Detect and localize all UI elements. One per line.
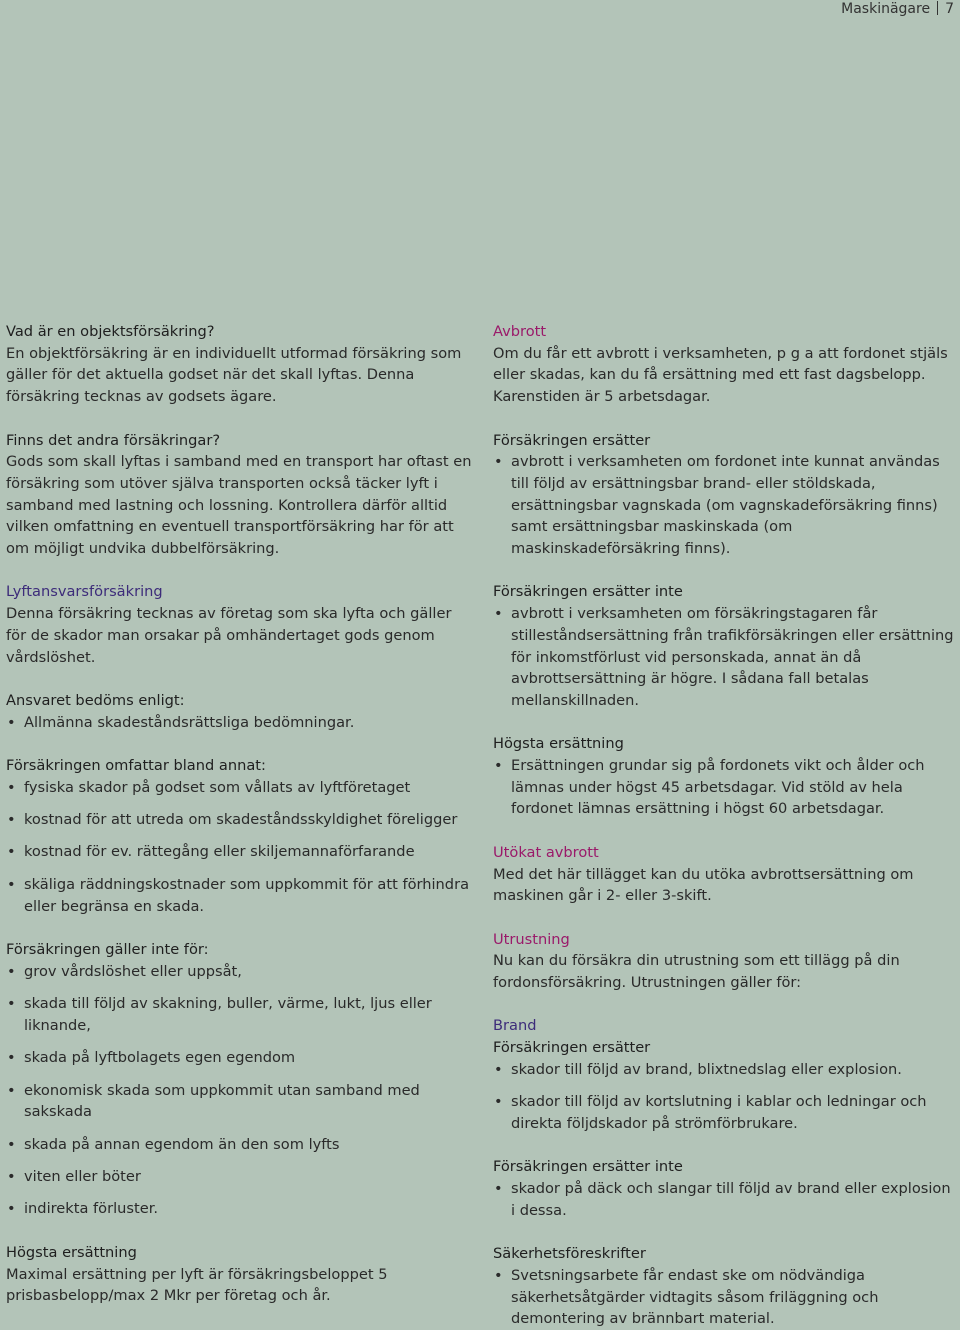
list-item: • kostnad för ev. rättegång eller skiljemannaförfarande — [6, 841, 476, 863]
list-item: • kostnad för att utreda om skadeståndsskyldighet föreligger — [6, 809, 476, 831]
utrustning-heading: Utrustning — [493, 930, 570, 948]
list-item: • grov vårdslöshet eller uppsåt, — [6, 961, 476, 983]
omfattar-list — [6, 777, 476, 918]
list-item: • ekonomisk skada som uppkommit utan samband med sakskada — [6, 1080, 476, 1123]
list-item: • skada på lyftbolagets egen egendom — [6, 1047, 476, 1069]
hogsta-ersattning-list — [493, 755, 955, 820]
galler-inte-list — [6, 961, 476, 1220]
list-item: • skada till följd av skakning, buller, värme, lukt, ljus eller liknande, — [6, 993, 476, 1036]
ersatter-heading: Försäkringen ersätter — [493, 431, 651, 449]
list-item: • skador på däck och slangar till följd av brand eller explosion i dessa. — [493, 1178, 955, 1221]
hogsta-text: Maximal ersättning per lyft är försäkringsbeloppet 5 prisbasbelopp/max 2 Mkr per företag och år. — [6, 1265, 388, 1305]
ansvaret-heading: Ansvaret bedöms enligt: — [6, 691, 185, 709]
brand-ersatter-heading: Försäkringen ersätter — [493, 1039, 651, 1057]
left-column — [6, 321, 476, 1307]
list-item: • viten eller böter — [6, 1166, 476, 1188]
ersatter-inte-list — [493, 603, 955, 712]
utokat-heading: Utökat avbrott — [493, 843, 599, 861]
ersatter-inte-heading: Försäkringen ersätter inte — [493, 583, 683, 601]
brand-inte-heading: Försäkringen ersätter inte — [493, 1158, 683, 1176]
andra-text: Gods som skall lyftas i samband med en transport har oftast en försäkring som utöver själva transporten också täcker lyft i samband med lastning och lossning. Kontrollera därför alltid vilken omfattning en eventuell transportförsäkring har för att om möjligt undvika dubbelförsäkring. — [6, 453, 472, 558]
brand-inte-list — [493, 1178, 955, 1221]
hogsta-ersattning-heading: Högsta ersättning — [493, 735, 624, 753]
hogsta-heading: Högsta ersättning — [6, 1243, 137, 1261]
section-name: Maskinägare — [841, 1, 931, 17]
list-item: • Ersättningen grundar sig på fordonets vikt och ålder och lämnas under högst 45 arbetsdagar. Vid stöld av hela fordonet lämnas ersättning i högst 60 arbetsdagar. — [493, 755, 955, 820]
sakerhet-list — [493, 1265, 955, 1330]
ersatter-list — [493, 451, 955, 560]
page-header — [841, 0, 954, 18]
sakerhet-heading: Säkerhetsföreskrifter — [493, 1245, 646, 1263]
list-item: • fysiska skador på godset som vållats av lyftföretaget — [6, 777, 476, 799]
avbrott-heading: Avbrott — [493, 323, 547, 340]
objekt-text: En objektförsäkring är en individuellt utformad försäkring som gäller för det aktuella godset när det skall lyftas. Denna försäkring tecknas av godsets ägare. — [6, 344, 462, 406]
andra-heading: Finns det andra försäkringar? — [6, 431, 221, 449]
brand-heading: Brand — [493, 1017, 537, 1035]
list-item: • avbrott i verksamheten om försäkringstagaren får stilleståndsersättning från trafikförsäkringen eller ersättning för inkomstförlust vid personskada, annat än då avbrottsersättning är högre. I sådana fall betalas mellanskillnaden. — [493, 603, 955, 712]
lyftansvar-text: Denna försäkring tecknas av företag som ska lyfta och gäller för de skador man orsakar på omhändertaget gods genom vårdslöshet. — [6, 605, 452, 666]
utokat-text: Med det här tillägget kan du utöka avbrottsersättning om maskinen går i 2- eller 3-skift. — [493, 865, 914, 905]
header-divider — [937, 1, 938, 15]
page-number: 7 — [945, 1, 954, 17]
list-item: • Svetsningsarbete får endast ske om nödvändiga säkerhetsåtgärder vidtagits såsom friläggning och demontering av brännbart material. — [493, 1265, 955, 1330]
list-item: • skada på annan egendom än den som lyfts — [6, 1134, 476, 1156]
galler-inte-heading: Försäkringen gäller inte för: — [6, 940, 209, 958]
right-column — [493, 321, 955, 1330]
brand-list — [493, 1059, 955, 1135]
avbrott-text: Om du får ett avbrott i verksamheten, p g a att fordonet stjäls eller skadas, kan du få ersättning med ett fast dagsbelopp. Karenstiden är 5 arbetsdagar. — [493, 344, 948, 406]
ansvaret-list — [6, 712, 476, 734]
list-item: • Allmänna skadeståndsrättsliga bedömningar. — [6, 712, 476, 734]
list-item: • avbrott i verksamheten om fordonet inte kunnat användas till följd av ersättningsbar brand- eller stöldskada, ersättningsbar vagnskada (om vagnskadeförsäkring finns) samt ersättningsbar maskinskada (om maskinskadeförsäkring finns). — [493, 451, 955, 560]
list-item: • skador till följd av brand, blixtnedslag eller explosion. — [493, 1059, 955, 1081]
lyftansvar-heading: Lyftansvarsförsäkring — [6, 583, 163, 601]
objekt-heading: Vad är en objektsförsäkring? — [6, 323, 215, 340]
omfattar-heading: Försäkringen omfattar bland annat: — [6, 757, 266, 774]
list-item: • skäliga räddningskostnader som uppkommit för att förhindra eller begränsa en skada. — [6, 874, 476, 917]
list-item: • indirekta förluster. — [6, 1198, 476, 1220]
utrustning-text: Nu kan du försäkra din utrustning som ett tillägg på din fordonsförsäkring. Utrustningen gäller för: — [493, 952, 900, 992]
list-item: • skador till följd av kortslutning i kablar och ledningar och direkta följdskador på strömförbrukare. — [493, 1091, 955, 1134]
